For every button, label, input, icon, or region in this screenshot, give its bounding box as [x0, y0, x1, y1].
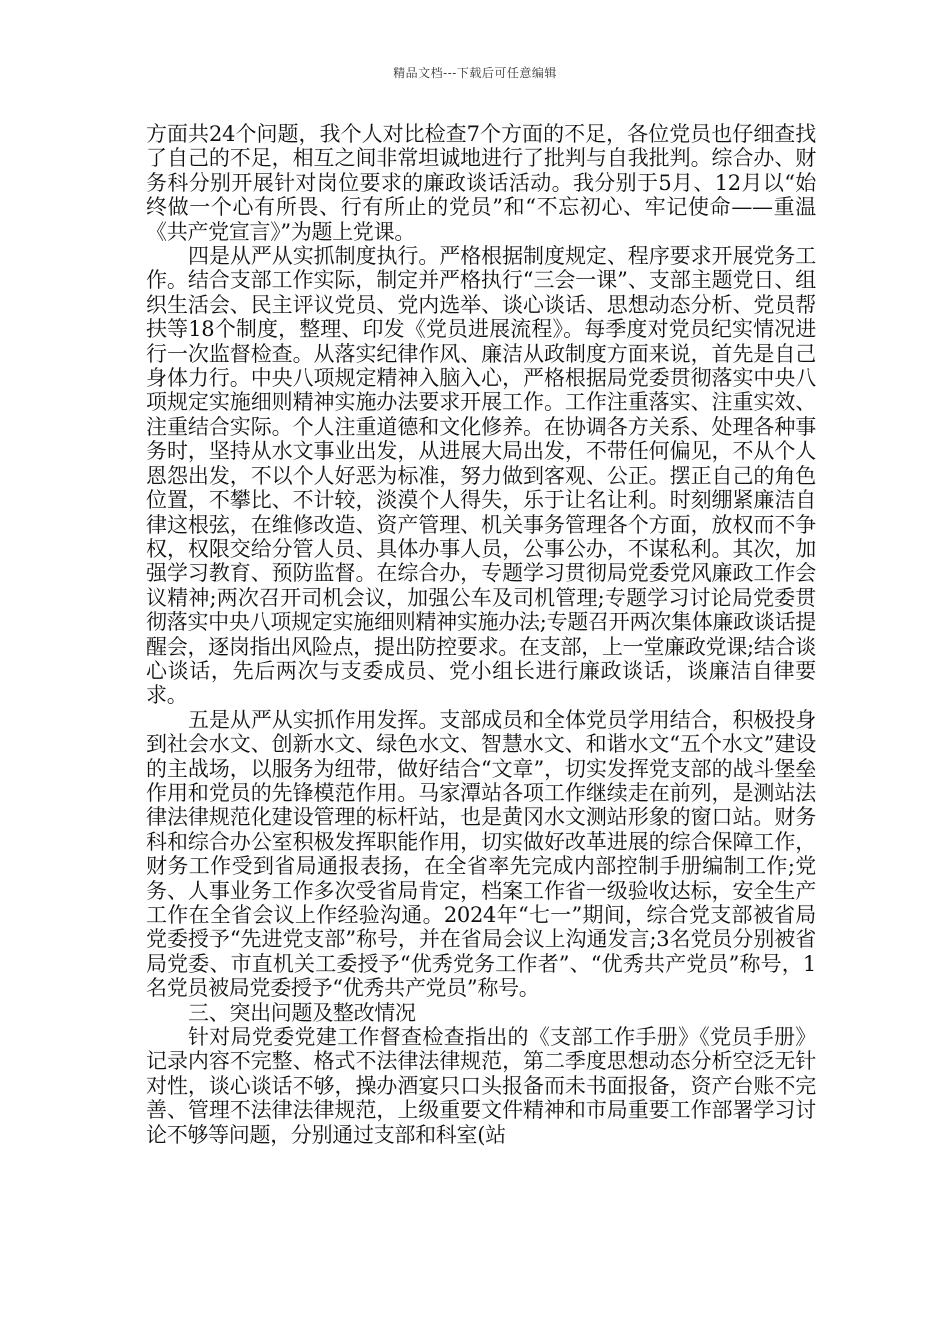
section-heading: 三、突出问题及整改情况: [188, 1000, 416, 1025]
paragraph-4: 针对局党委党建工作督查检查指出的《支部工作手册》《党员手册》记录内容不完整、格式不法律法律规范，第二季度思想动态分析空泛无针对性，谈心谈话不够，操办酒宴只口头报备而未书面报备，资产台账不完善、管理不法律法律规范，上级重要文件精神和市局重要工作部署学习讨论不够等问题，分别通过支部和科室(站: [146, 1025, 816, 1147]
paragraph-3: 五是从严从实抓作用发挥。支部成员和全体党员学用结合，积极投身到社会水文、创新水文、绿色水文、智慧水文、和谐水文“五个水文”建设的主战场，以服务为纽带，做好结合“文章”，切实发挥党支部的战斗堡垒作用和党员的先锋模范作用。马家潭站各项工作继续走在前列，是测站法律法律规范化建设管理的标杆站，也是黄冈水文测站形象的窗口站。财务科和综合办公室积极发挥职能作用，切实做好改革进展的综合保障工作，财务工作受到省局通报表扬，在全省率先完成内部控制手册编制工作;党务、人事业务工作多次受省局肯定，档案工作省一级验收达标，安全生产工作在全省会议上作经验沟通。2024年“七一”期间，综合党支部被省局党委授予“先进党支部”称号，并在省局会议上沟通发言;3名党员分别被省局党委、市直机关工委授予“优秀党务工作者”、“优秀共产党员”称号，1名党员被局党委授予“优秀共产党员”称号。: [146, 707, 816, 1001]
paragraph-1: 方面共24个问题，我个人对比检查7个方面的不足，各位党员也仔细查找了自己的不足，相互之间非常坦诚地进行了批判与自我批判。综合办、财务科分别开展针对岗位要求的廉政谈话活动。我分别于5月、12月以“始终做一个心有所畏、行有所止的党员”和“不忘初心、牢记使命——重温《共产党宣言》”为题上党课。: [146, 122, 816, 244]
paragraph-2: 四是从严从实抓制度执行。严格根据制度规定、程序要求开展党务工作。结合支部工作实际，制定并严格执行“三会一课”、支部主题党日、组织生活会、民主评议党员、党内选举、谈心谈话、思想动态分析、党员帮扶等18个制度，整理、印发《党员进展流程》。每季度对党员纪实情况进行一次监督检查。从落实纪律作风、廉洁从政制度方面来说，首先是自己身体力行。中央八项规定精神入脑入心，严格根据局党委贯彻落实中央八项规定实施细则精神实施办法要求开展工作。工作注重落实、注重实效、注重结合实际。个人注重道德和文化修养。在协调各方关系、处理各种事务时，坚持从水文事业出发，从进展大局出发，不带任何偏见，不从个人恩怨出发，不以个人好恶为标准，努力做到客观、公正。摆正自己的角色位置，不攀比、不计较，淡漠个人得失，乐于让名让利。时刻绷紧廉洁自律这根弦，在维修改造、资产管理、机关事务管理各个方面，放权而不争权，权限交给分管人员、具体办事人员，公事公办，不谋私利。其次，加强学习教育、预防监督。在综合办，专题学习贯彻局党委党风廉政工作会议精神;两次召开司机会议，加强公车及司机管理;专题学习讨论局党委贯彻落实中央八项规定实施细则精神实施办法;专题召开两次集体廉政谈话提醒会，逐岗指出风险点，提出防控要求。在支部，上一堂廉政党课;结合谈心谈话，先后两次与支委成员、党小组长进行廉政谈话，谈廉洁自律要求。: [146, 244, 816, 708]
page-header: 精品文档---下载后可任意编辑: [393, 66, 557, 80]
document-body: [146, 122, 816, 1147]
